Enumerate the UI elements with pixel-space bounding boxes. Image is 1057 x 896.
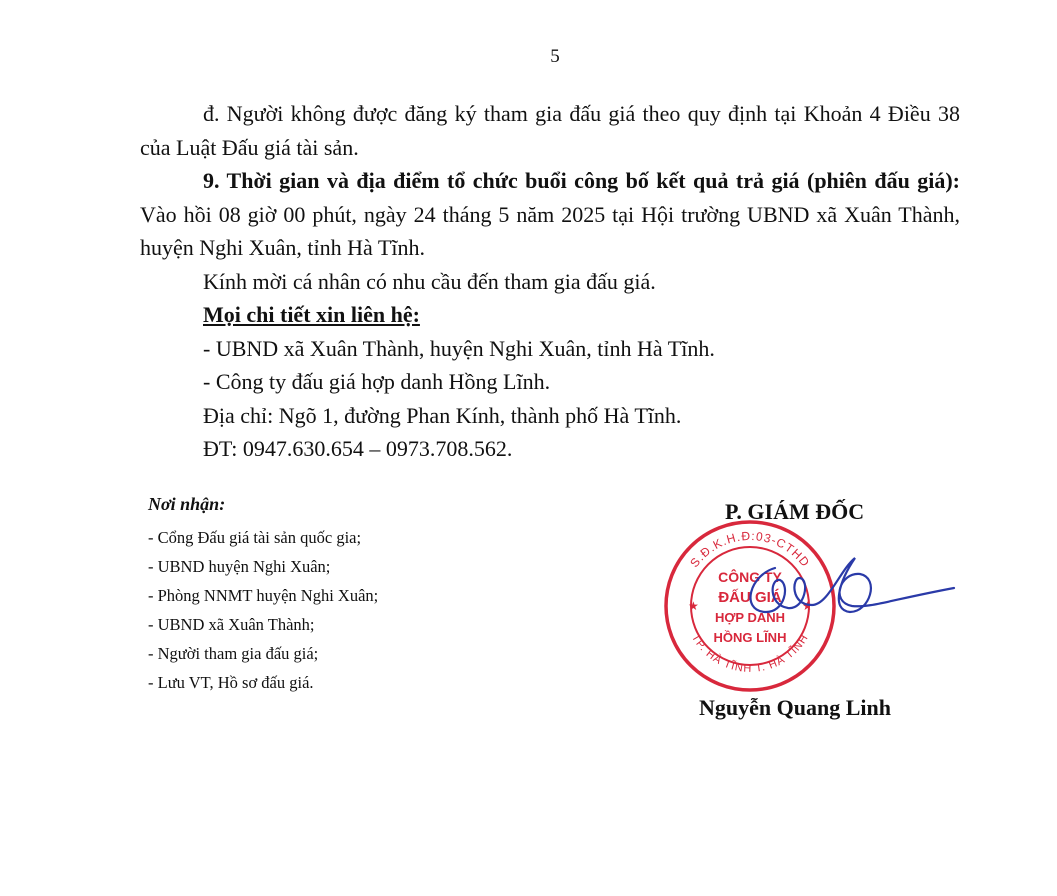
contact-heading-line (140, 298, 960, 332)
seal-line-3: HỢP DANH (714, 610, 786, 625)
seal-line-1: CÔNG TY (718, 569, 782, 585)
paragraph-ineligible-persons: đ. Người không được đăng ký tham gia đấu giá theo quy định tại Khoản 4 Điều 38 của Luật Đấu giá tài sản. (140, 101, 960, 160)
contact-company: - Công ty đấu giá hợp danh Hồng Lĩnh. (203, 369, 551, 394)
signature-stroke (751, 558, 954, 612)
contact-heading: Mọi chi tiết xin liên hệ: (203, 302, 420, 327)
recipients-block (148, 494, 378, 697)
auction-time-place-text: Vào hồi 08 giờ 00 phút, ngày 24 tháng 5 năm 2025 tại Hội trường UBND xã Xuân Thành, huyện Nghi Xuân, tỉnh Hà Tĩnh. (140, 201, 960, 260)
section-9-heading: 9. Thời gian và địa điểm tổ chức buổi công bố kết quả trả giá (phiên đấu giá): (203, 168, 960, 193)
recipient-item: - Lưu VT, Hồ sơ đấu giá. (148, 673, 314, 692)
recipient-item: - Phòng NNMT huyện Nghi Xuân; (148, 586, 379, 605)
recipient-item: - Người tham gia đấu giá; (148, 644, 319, 663)
seal-line-2: ĐẤU GIÁ (718, 589, 782, 606)
invitation-text: Kính mời cá nhân có nhu cầu đến tham gia đấu giá. (203, 268, 656, 294)
paragraph-auction-time-place (140, 164, 960, 265)
contact-commune: - UBND xã Xuân Thành, huyện Nghi Xuân, tỉnh Hà Tĩnh. (203, 335, 715, 361)
recipient-item: - UBND xã Xuân Thành; (148, 615, 315, 634)
recipient-item: - UBND huyện Nghi Xuân; (148, 557, 331, 576)
signer-name: Nguyễn Quang Linh (699, 695, 891, 720)
contact-address: Địa chỉ: Ngõ 1, đường Phan Kính, thành phố Hà Tĩnh. (203, 402, 682, 428)
seal-star-icon: ★ (688, 599, 699, 613)
recipient-item: - Cổng Đấu giá tài sản quốc gia; (148, 528, 362, 547)
seal-bottom-text: TP. HÀ TĨNH T. HÀ TĨNH (688, 632, 812, 675)
seal-ring-text: S.Đ.K.H.Đ:03-CTHD (687, 528, 813, 570)
page-number: 5 (550, 46, 560, 67)
seal-line-4: HỒNG LĨNH (713, 630, 787, 645)
document-body (140, 97, 960, 466)
contact-phone: ĐT: 0947.630.654 – 0973.708.562. (203, 436, 513, 461)
handwritten-signature (730, 550, 960, 630)
seal-star-icon: ★ (802, 599, 813, 613)
recipients-heading: Nơi nhận: (148, 494, 226, 514)
signer-title: P. GIÁM ĐỐC (725, 499, 865, 524)
